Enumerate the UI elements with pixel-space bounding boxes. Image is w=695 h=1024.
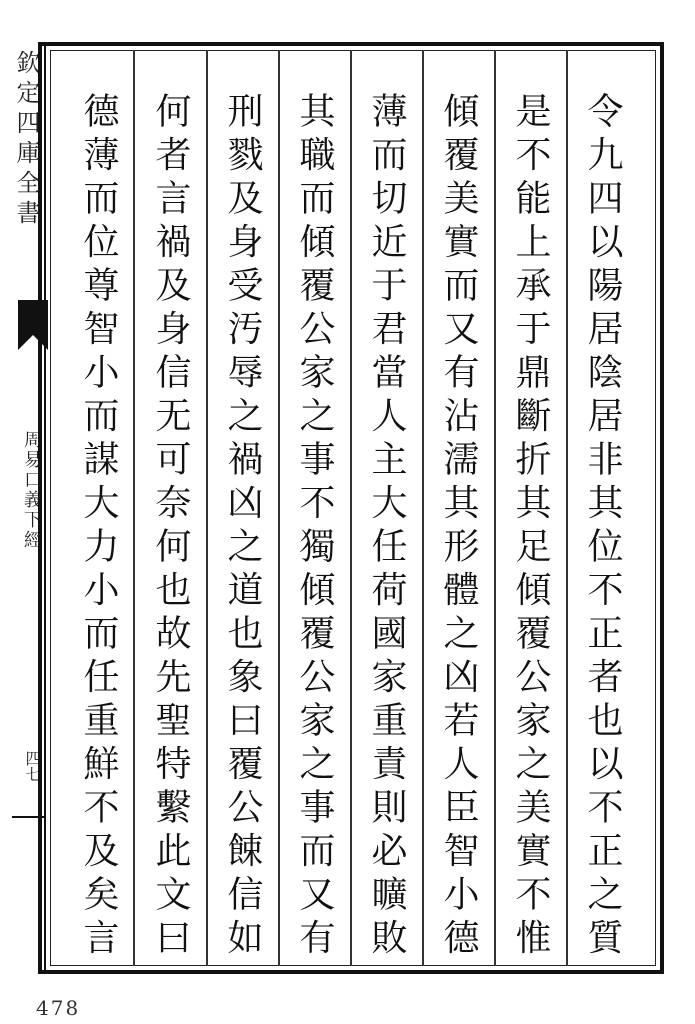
text-column-7: 何者言禍及身信无可奈何也故先聖特繫此文曰 (150, 92, 191, 962)
text-column-3: 傾覆美實而又有沾濡其形體之凶若人臣智小德 (438, 92, 479, 962)
column-rule (350, 50, 352, 966)
book-title: 欽定四庫全書 (12, 50, 40, 230)
text-column-5: 其職而傾覆公家之事不獨傾覆公家之事而又有 (294, 92, 335, 962)
column-rule (566, 50, 568, 966)
column-rule (206, 50, 208, 966)
page-number: 四七 (23, 750, 42, 782)
text-column-4: 薄而切近于君當人主大任荷國家重責則必曠敗 (366, 92, 407, 962)
text-column-2: 是不能上承于鼎斷折其足傾覆公家之美實不惟 (510, 92, 551, 962)
chapter-title: 周易口義下經 (21, 430, 42, 550)
column-rule (278, 50, 280, 966)
column-rule (494, 50, 496, 966)
column-rule (422, 50, 424, 966)
text-column-6: 刑戮及身受汚辱之禍凶之道也象曰覆公餗信如 (222, 92, 263, 962)
scan-page-number: 478 (36, 996, 81, 1020)
column-rule (133, 50, 135, 966)
text-column-1: 令九四以陽居陰居非其位不正者也以不正之質 (582, 92, 623, 962)
text-column-8: 德薄而位尊智小而謀大力小而任重鮮不及矣言 (78, 92, 119, 962)
